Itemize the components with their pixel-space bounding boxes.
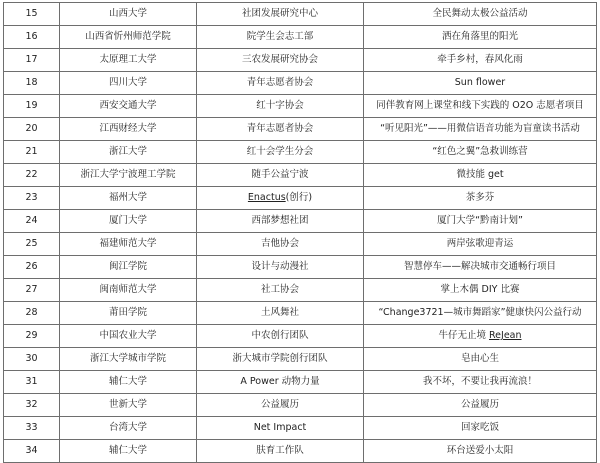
row-number-cell: 15: [4, 3, 60, 26]
row-number-cell: 34: [4, 440, 60, 463]
table-row: [4, 256, 597, 279]
row-number-cell: 28: [4, 302, 60, 325]
school-cell: 浙江大学城市学院: [60, 348, 197, 371]
team-cell: Enactus(创行): [197, 187, 364, 210]
table-row: [4, 417, 597, 440]
project-cell: 微技能 get: [364, 164, 597, 187]
project-cell: 回家吃饭: [364, 417, 597, 440]
team-cell: 肤育工作队: [197, 440, 364, 463]
school-cell: 世新大学: [60, 394, 197, 417]
row-number-cell: 23: [4, 187, 60, 210]
school-cell: 台湾大学: [60, 417, 197, 440]
project-cell: “Change3721—城市舞蹈家”健康快闪公益行动: [364, 302, 597, 325]
row-number-cell: 33: [4, 417, 60, 440]
team-cell: 随手公益宁波: [197, 164, 364, 187]
school-cell: 浙江大学: [60, 141, 197, 164]
school-cell: 山西省忻州师范学院: [60, 26, 197, 49]
project-cell: 厦门大学“黔南计划”: [364, 210, 597, 233]
team-cell: 中农创行团队: [197, 325, 364, 348]
team-cell: 红十会学生分会: [197, 141, 364, 164]
team-cell: Net Impact: [197, 417, 364, 440]
school-cell: 山西大学: [60, 3, 197, 26]
project-cell: 牛仔无止境 ReJean: [364, 325, 597, 348]
row-number-cell: 16: [4, 26, 60, 49]
project-cell: 我不坏，不要让我再流浪！: [364, 371, 597, 394]
row-number-cell: 22: [4, 164, 60, 187]
row-number-cell: 25: [4, 233, 60, 256]
project-cell: “红色之翼”急救训练营: [364, 141, 597, 164]
table-row: [4, 187, 597, 210]
school-cell: 莆田学院: [60, 302, 197, 325]
row-number-cell: 32: [4, 394, 60, 417]
team-cell: 西部梦想社团: [197, 210, 364, 233]
row-number-cell: 29: [4, 325, 60, 348]
project-cell: 两岸弦歌迎青运: [364, 233, 597, 256]
project-cell: 洒在角落里的阳光: [364, 26, 597, 49]
project-cell: 皂由心生: [364, 348, 597, 371]
team-cell: 设计与动漫社: [197, 256, 364, 279]
team-cell: 青年志愿者协会: [197, 118, 364, 141]
team-cell: 土风舞社: [197, 302, 364, 325]
row-number-cell: 21: [4, 141, 60, 164]
table-row: [4, 49, 597, 72]
school-cell: 福建师范大学: [60, 233, 197, 256]
table-row: [4, 210, 597, 233]
row-number-cell: 17: [4, 49, 60, 72]
project-cell: 牵手乡村，春风化雨: [364, 49, 597, 72]
team-cell: 浙大城市学院创行团队: [197, 348, 364, 371]
table-row: [4, 118, 597, 141]
table-row: [4, 325, 597, 348]
table-row: [4, 233, 597, 256]
school-cell: 闽江学院: [60, 256, 197, 279]
school-cell: 福州大学: [60, 187, 197, 210]
school-cell: 四川大学: [60, 72, 197, 95]
project-cell: 公益履历: [364, 394, 597, 417]
school-cell: 闽南师范大学: [60, 279, 197, 302]
row-number-cell: 19: [4, 95, 60, 118]
row-number-cell: 27: [4, 279, 60, 302]
row-number-cell: 30: [4, 348, 60, 371]
project-cell: 掌上木偶 DIY 比赛: [364, 279, 597, 302]
project-cell: 同伴教育网上课堂和线下实践的 O2O 志愿者项目: [364, 95, 597, 118]
table-row: [4, 141, 597, 164]
team-cell: 吉他协会: [197, 233, 364, 256]
team-cell: 院学生会志工部: [197, 26, 364, 49]
project-cell: Sun flower: [364, 72, 597, 95]
team-cell: 青年志愿者协会: [197, 72, 364, 95]
project-table: [3, 2, 597, 463]
school-cell: 辅仁大学: [60, 371, 197, 394]
team-cell: 社工协会: [197, 279, 364, 302]
school-cell: 辅仁大学: [60, 440, 197, 463]
team-cell: 公益履历: [197, 394, 364, 417]
row-number-cell: 20: [4, 118, 60, 141]
project-cell: 茶多芬: [364, 187, 597, 210]
table-row: [4, 279, 597, 302]
school-cell: 江西财经大学: [60, 118, 197, 141]
table-row: [4, 371, 597, 394]
project-cell: 智慧停车——解决城市交通畅行项目: [364, 256, 597, 279]
table-row: [4, 302, 597, 325]
school-cell: 太原理工大学: [60, 49, 197, 72]
underlined-term: Enactus: [247, 192, 286, 203]
table-row: [4, 394, 597, 417]
row-number-cell: 24: [4, 210, 60, 233]
table-row: [4, 72, 597, 95]
row-number-cell: 26: [4, 256, 60, 279]
school-cell: 中国农业大学: [60, 325, 197, 348]
table-row: [4, 440, 597, 463]
row-number-cell: 31: [4, 371, 60, 394]
school-cell: 西安交通大学: [60, 95, 197, 118]
team-cell: 红十字协会: [197, 95, 364, 118]
table-row: [4, 26, 597, 49]
school-cell: 厦门大学: [60, 210, 197, 233]
team-cell: 三农发展研究协会: [197, 49, 364, 72]
table-row: [4, 164, 597, 187]
row-number-cell: 18: [4, 72, 60, 95]
project-cell: 环台送爱小太阳: [364, 440, 597, 463]
table-row: [4, 95, 597, 118]
school-cell: 浙江大学宁波理工学院: [60, 164, 197, 187]
team-cell: 社团发展研究中心: [197, 3, 364, 26]
table-body: [4, 3, 597, 463]
underlined-term: ReJean: [489, 330, 522, 341]
project-table-container: [3, 2, 596, 457]
table-row: [4, 3, 597, 26]
team-cell: A Power 动物力量: [197, 371, 364, 394]
project-cell: 全民舞动太极公益活动: [364, 3, 597, 26]
project-cell: “听见阳光”——用微信语音功能为盲童读书活动: [364, 118, 597, 141]
table-row: [4, 348, 597, 371]
